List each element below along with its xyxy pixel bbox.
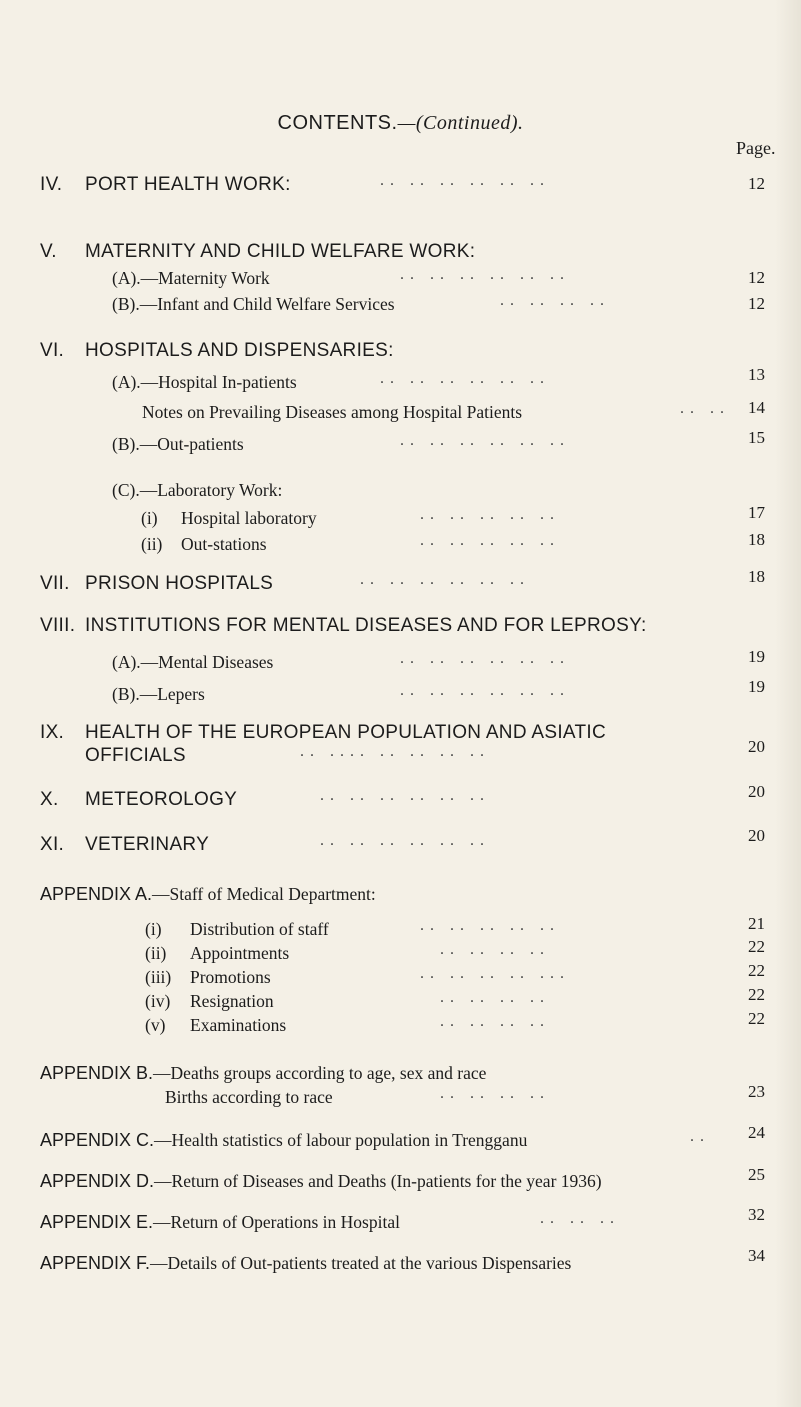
leader-dots: .. .. .. ..: [440, 1013, 550, 1030]
leader-dots: .. .... .. .. .. ..: [300, 743, 490, 760]
leader-dots: .. .. .. .. ...: [420, 965, 570, 982]
page-number: 12: [748, 174, 765, 193]
page-number: 20: [748, 737, 765, 756]
entry-label: Out-stations: [181, 534, 267, 554]
leader-dots: .. .. .. .. .. ..: [380, 370, 550, 387]
leader-dots: .. .. .. .. .. ..: [320, 832, 490, 849]
leader-dots: .. .. .. .. ..: [420, 532, 560, 549]
leader-dots: .. .. .. .. ..: [420, 506, 560, 523]
section-title: PORT HEALTH WORK:: [85, 174, 291, 195]
section-number: X.: [40, 789, 59, 810]
leader-dots: .. ..: [680, 400, 730, 417]
page-number: 17: [748, 503, 765, 522]
entry-label: (A).—Maternity Work: [112, 268, 270, 288]
appendix-b-subtitle: Births according to race: [165, 1087, 333, 1107]
appendix-e-heading: APPENDIX E.—Return of Operations in Hospital: [40, 1212, 400, 1232]
roman-numeral: (ii): [141, 534, 163, 554]
entry-label: Notes on Prevailing Diseases among Hospital Patients: [142, 402, 523, 422]
roman-numeral: (ii): [145, 943, 167, 963]
section-title: METEOROLOGY: [85, 789, 238, 810]
page-number: 22: [748, 1009, 765, 1028]
section-number: XI.: [40, 834, 65, 855]
page-number: 15: [748, 428, 765, 447]
leader-dots: .. .. .. ..: [440, 941, 550, 958]
page-number: 12: [748, 294, 765, 313]
leader-dots: ..: [690, 1128, 710, 1145]
entry-label: Distribution of staff: [190, 919, 329, 939]
appendix-a-heading: APPENDIX A.—Staff of Medical Department:: [40, 884, 376, 904]
section-number: VII.: [40, 573, 70, 594]
leader-dots: .. .. .. .. .. ..: [400, 650, 570, 667]
leader-dots: .. .. .. ..: [500, 292, 610, 309]
entry-label: Promotions: [190, 967, 271, 987]
page-number: 22: [748, 937, 765, 956]
section-title: HEALTH OF THE EUROPEAN POPULATION AND ASIATIC: [85, 722, 606, 743]
leader-dots: .. .. .. .. .. ..: [320, 787, 490, 804]
entry-label: (B).—Lepers: [112, 684, 205, 704]
leader-dots: .. .. .. ..: [440, 1085, 550, 1102]
page-number: 18: [748, 530, 765, 549]
page-number: 13: [748, 365, 765, 384]
section-number: IV.: [40, 174, 63, 195]
leader-dots: .. .. .. ..: [440, 989, 550, 1006]
entry-label: (C).—Laboratory Work:: [112, 480, 283, 500]
leader-dots: .. .. .. .. ..: [420, 917, 560, 934]
page-number: 24: [748, 1123, 765, 1142]
page-number: 19: [748, 677, 765, 696]
section-number: VIII.: [40, 615, 76, 636]
appendix-b-heading: APPENDIX B.—Deaths groups according to age, sex and race: [40, 1063, 487, 1083]
section-number: IX.: [40, 722, 65, 743]
roman-numeral: (iv): [145, 991, 171, 1011]
section-number: VI.: [40, 340, 65, 361]
leader-dots: .. .. .. .. .. ..: [400, 432, 570, 449]
page-edge-shadow: [775, 0, 801, 1407]
page-number: 22: [748, 961, 765, 980]
entry-label: (B).—Infant and Child Welfare Services: [112, 294, 395, 314]
section-title-continued: OFFICIALS: [85, 745, 186, 766]
section-title: PRISON HOSPITALS: [85, 573, 274, 594]
entry-label: Appointments: [190, 943, 290, 963]
section-title: HOSPITALS AND DISPENSARIES:: [85, 340, 394, 361]
appendix-d-heading: APPENDIX D.—Return of Diseases and Deaths (In-patients for the year 1936): [40, 1171, 602, 1191]
leader-dots: .. .. .. .. .. ..: [400, 682, 570, 699]
roman-numeral: (iii): [145, 967, 172, 987]
page-number: 21: [748, 914, 765, 933]
entry-label: Examinations: [190, 1015, 287, 1035]
page-title: CONTENTS.—(Continued).: [277, 112, 524, 134]
entry-label: Resignation: [190, 991, 274, 1011]
page-number: 22: [748, 985, 765, 1004]
appendix-f-heading: APPENDIX F.—Details of Out-patients treated at the various Dispensaries: [40, 1253, 572, 1273]
leader-dots: .. .. .. .. .. ..: [400, 266, 570, 283]
roman-numeral: (v): [145, 1015, 166, 1035]
entry-label: (B).—Out-patients: [112, 434, 244, 454]
section-number: V.: [40, 241, 57, 262]
section-title: MATERNITY AND CHILD WELFARE WORK:: [85, 241, 476, 262]
entry-label: Hospital laboratory: [181, 508, 317, 528]
section-title: VETERINARY: [85, 834, 210, 855]
leader-dots: .. .. ..: [540, 1210, 620, 1227]
page-column-label: Page.: [736, 138, 776, 158]
page-number: 25: [748, 1165, 765, 1184]
page-number: 23: [748, 1082, 765, 1101]
page-number: 12: [748, 268, 765, 287]
page-number: 20: [748, 826, 765, 845]
page-number: 34: [748, 1246, 765, 1265]
leader-dots: .. .. .. .. .. ..: [380, 172, 550, 189]
page-number: 14: [748, 398, 765, 417]
page-number: 20: [748, 782, 765, 801]
page-number: 18: [748, 567, 765, 586]
roman-numeral: (i): [145, 919, 162, 939]
page-number: 19: [748, 647, 765, 666]
section-title: INSTITUTIONS FOR MENTAL DISEASES AND FOR LEPROSY:: [85, 615, 647, 636]
page-number: 32: [748, 1205, 765, 1224]
roman-numeral: (i): [141, 508, 158, 528]
entry-label: (A).—Mental Diseases: [112, 652, 274, 672]
leader-dots: .. .. .. .. .. ..: [360, 571, 530, 588]
appendix-c-heading: APPENDIX C.—Health statistics of labour population in Trengganu: [40, 1130, 528, 1150]
entry-label: (A).—Hospital In-patients: [112, 372, 297, 392]
